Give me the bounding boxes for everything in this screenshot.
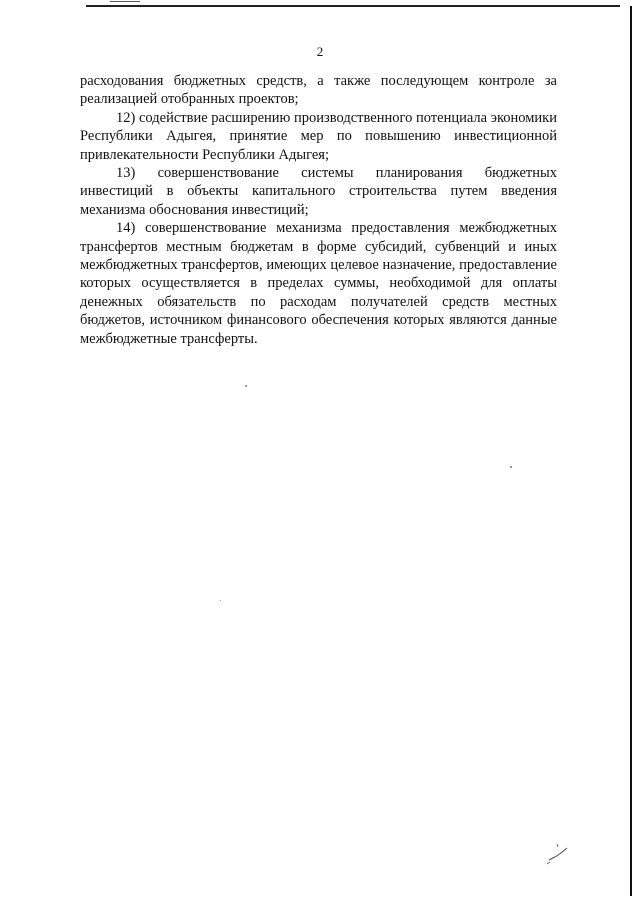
scan-top-mark: [110, 1, 140, 2]
paragraph-item-14: 14) совершенствование механизма предоставления межбюджетных трансфертов местным бюджетам в форме субсидий, субвенций и иных межбюджетных трансфертов, имеющих целевое назначение, предоставление которых осуществляется в пределах суммы, необходимой для оплаты денежных обязательств по расходам получателей средств местных бюджетов, источником финансового обеспечения которых являются данные межбюджетные трансферты.: [80, 220, 557, 347]
page-number: 2: [316, 44, 324, 59]
scan-speck: [245, 385, 247, 387]
scan-speck: [220, 600, 221, 601]
document-body: [80, 72, 557, 348]
paragraph-continuation: расходования бюджетных средств, а также последующем контроле за реализацией отобранных проектов;: [80, 73, 557, 108]
paragraph-item-12: 12) содействие расширению производственного потенциала экономики Республики Адыгея, принятие мер по повышению инвестиционной привлекательности Республики Адыгея;: [80, 109, 557, 163]
scan-right-edge: [630, 6, 632, 896]
pen-mark-icon: [545, 838, 575, 868]
paragraph-item-13: 13) совершенствование системы планирования бюджетных инвестиций в объекты капитального строительства путем введения механизма обоснования инвестиций;: [80, 165, 557, 218]
scan-speck: [510, 466, 512, 468]
scan-top-edge: [86, 5, 620, 7]
